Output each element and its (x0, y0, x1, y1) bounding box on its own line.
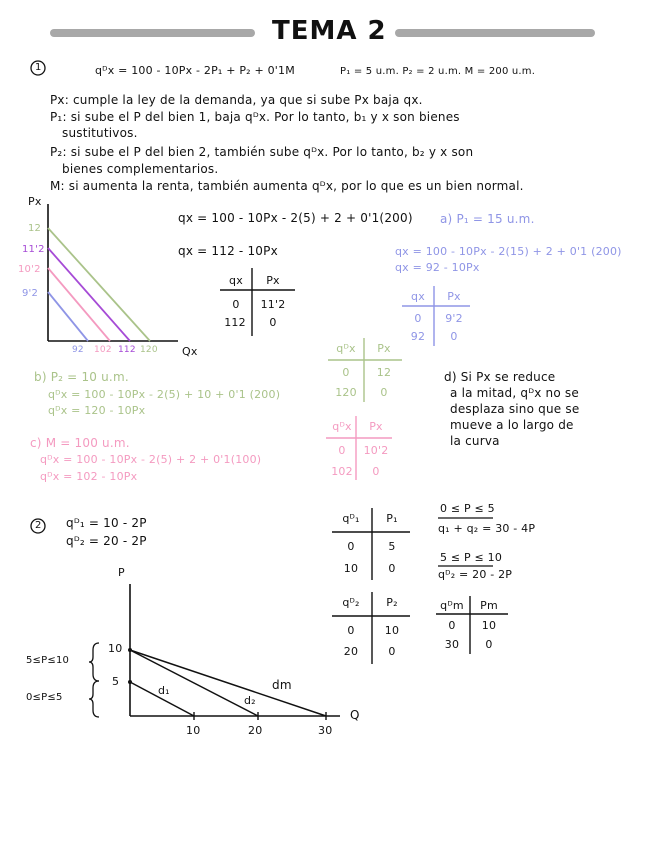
q1-xtick-112: 112 (118, 345, 136, 355)
table-m-h1: qᴰm (440, 599, 464, 612)
q1-ytick-12: 12 (28, 223, 42, 234)
table-q1-r1c1: 0 (347, 540, 355, 553)
q2-ytick-5: 5 (112, 675, 120, 688)
table-q1-r2c2: 0 (388, 562, 396, 575)
part-d-line5: la curva (450, 434, 500, 448)
q1-calc2: qx = 112 - 10Px (178, 244, 278, 258)
table-q1-r1c2: 5 (388, 540, 396, 553)
table-base-r1c2: 11'2 (260, 298, 286, 311)
label-d2: d₂ (244, 694, 256, 707)
q1-number: 1 (35, 62, 42, 73)
table-c-h2: Px (369, 420, 383, 433)
table-q2-r2c1: 20 (343, 645, 359, 658)
note-p1-cont: sustitutivos. (62, 126, 138, 140)
q1-ytick-11-2: 11'2 (22, 244, 45, 255)
table-q1-r2c1: 10 (343, 562, 359, 575)
q2-eq1: qᴰ₁ = 10 - 2P (66, 516, 147, 530)
table-b-r2c2: 0 (380, 386, 388, 399)
curve-dm (130, 650, 326, 716)
q1-graph-ylabel: Px (28, 195, 42, 208)
table-base-r2c2: 0 (269, 316, 277, 329)
table-a-r2c2: 0 (450, 330, 458, 343)
q2-xtick-30: 30 (318, 724, 333, 737)
q2-number: 2 (35, 520, 42, 531)
part-c-title: c) M = 100 u.m. (30, 436, 130, 450)
note-p1: P₁: si sube el P del bien 1, baja qᴰx. Por lo tanto, b₁ y x son bienes (50, 110, 460, 124)
label-dm: dm (272, 678, 292, 692)
range2-eq: qᴰ₂ = 20 - 2P (438, 568, 513, 581)
part-b-title: b) P₂ = 10 u.m. (34, 370, 129, 384)
table-a-h2: Px (447, 290, 461, 303)
page-title: TEMA 2 (272, 16, 387, 46)
table-b-h2: Px (377, 342, 391, 355)
table-q2-r1c1: 0 (347, 624, 355, 637)
table-m-r2c2: 0 (485, 638, 493, 651)
q2-graph-xlabel: Q (350, 708, 360, 722)
q1-calc1: qx = 100 - 10Px - 2(5) + 2 + 0'1(200) (178, 211, 413, 225)
table-q2-h2: P₂ (386, 596, 398, 609)
q1-xtick-92: 92 (72, 345, 84, 355)
table-m-r1c2: 10 (481, 619, 497, 632)
label-d1: d₁ (158, 684, 170, 697)
part-c-line1: qᴰx = 100 - 10Px - 2(5) + 2 + 0'1(100) (40, 453, 262, 466)
table-m-h2: Pm (480, 599, 498, 612)
q2-xtick-10: 10 (186, 724, 201, 737)
note-m: M: si aumenta la renta, también aumenta qᴰx, por lo que es un bien normal. (50, 179, 524, 193)
table-base-h1: qx (229, 274, 243, 287)
table-a-r1c2: 9'2 (445, 312, 463, 325)
q2-eq2: qᴰ₂ = 20 - 2P (66, 534, 147, 548)
title-bar-right (395, 29, 595, 37)
point-p10 (128, 648, 132, 652)
q2-ytick-10: 10 (108, 642, 123, 655)
part-a-title: a) P₁ = 15 u.m. (440, 212, 535, 226)
table-c-h1: qᴰx (332, 420, 352, 433)
q1-ytick-10-2: 10'2 (18, 264, 41, 275)
table-q2-r2c2: 0 (388, 645, 396, 658)
brace-top (88, 642, 102, 682)
range1-underline (438, 517, 538, 521)
table-q2-r1c2: 10 (384, 624, 400, 637)
brace-bottom (88, 680, 102, 718)
curve-purple (48, 248, 130, 341)
table-q1-h2: P₁ (386, 512, 398, 525)
part-a-line1: qx = 100 - 10Px - 2(15) + 2 + 0'1 (200) (395, 245, 622, 258)
table-b-r2c1: 120 (335, 386, 357, 399)
table-q2-h1: qᴰ₂ (342, 596, 360, 609)
table-b-r1c2: 12 (376, 366, 392, 379)
table-b-h1: qᴰx (336, 342, 356, 355)
table-c-r2c1: 102 (331, 465, 353, 478)
part-d-line1: d) Si Px se reduce (444, 370, 556, 384)
q2-market-graph (100, 578, 340, 738)
table-c-r1c1: 0 (338, 444, 346, 457)
note-px: Px: cumple la ley de la demanda, ya que si sube Px baja qx. (50, 93, 423, 107)
table-c-r1c2: 10'2 (363, 444, 389, 457)
title-bar-left (50, 29, 255, 37)
note-p2-cont: bienes complementarios. (62, 162, 219, 176)
range1-label: 0 ≤ P ≤ 5 (440, 502, 495, 515)
table-q1-h1: qᴰ₁ (342, 512, 360, 525)
q1-xtick-120: 120 (140, 345, 158, 355)
part-b-line2: qᴰx = 120 - 10Px (48, 404, 146, 417)
q1-params: P₁ = 5 u.m. P₂ = 2 u.m. M = 200 u.m. (340, 66, 536, 77)
table-a-r1c1: 0 (414, 312, 422, 325)
q1-ytick-9-2: 9'2 (22, 288, 39, 299)
table-c-r2c2: 0 (372, 465, 380, 478)
q2-xtick-20: 20 (248, 724, 263, 737)
curve-blue (48, 292, 88, 341)
brace-bottom-label: 0≤P≤5 (26, 692, 63, 703)
table-b-r1c1: 0 (342, 366, 350, 379)
curve-d2 (130, 650, 258, 716)
point-p5 (128, 680, 132, 684)
table-a-r2c1: 92 (410, 330, 426, 343)
brace-top-label: 5≤P≤10 (26, 655, 70, 666)
part-b-line1: qᴰx = 100 - 10Px - 2(5) + 10 + 0'1 (200) (48, 388, 281, 401)
part-a-line2: qx = 92 - 10Px (395, 261, 480, 274)
table-base-r2c1: 112 (224, 316, 246, 329)
table-m-r2c1: 30 (444, 638, 460, 651)
note-p2: P₂: si sube el P del bien 2, también sube qᴰx. Por lo tanto, b₂ y x son (50, 145, 474, 159)
part-d-line2: a la mitad, qᴰx no se (450, 386, 579, 400)
q1-graph-xlabel: Qx (182, 345, 198, 358)
q1-demand-graph (18, 196, 188, 361)
table-m-r1c1: 0 (448, 619, 456, 632)
q1-xtick-102: 102 (94, 345, 112, 355)
q2-graph-ylabel: P (118, 566, 125, 579)
range2-label: 5 ≤ P ≤ 10 (440, 551, 503, 564)
part-c-line2: qᴰx = 102 - 10Px (40, 470, 138, 483)
range1-eq: q₁ + q₂ = 30 - 4P (438, 522, 536, 535)
curve-green (48, 228, 150, 341)
table-a-h1: qx (411, 290, 425, 303)
q1-equation: qᴰx = 100 - 10Px - 2P₁ + P₂ + 0'1M (95, 64, 295, 77)
part-d-line4: mueve a lo largo de (450, 418, 574, 432)
table-base-h2: Px (266, 274, 280, 287)
table-base-r1c1: 0 (232, 298, 240, 311)
part-d-line3: desplaza sino que se (450, 402, 580, 416)
